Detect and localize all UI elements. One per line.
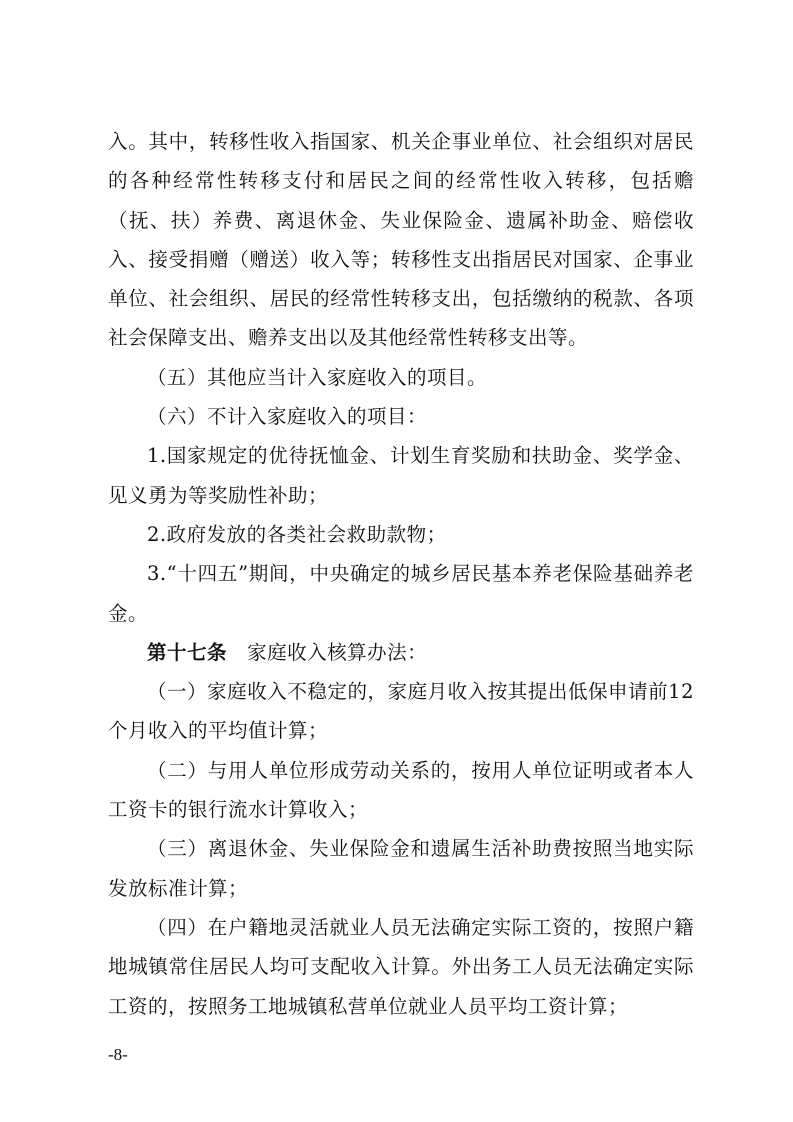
article-item-4: （四）在户籍地灵活就业人员无法确定实际工资的，按照户籍地城镇常住居民人均可支配收入计算。外出务工人员无法确定实际工资的，按照务工地城镇私营单位就业人员平均工资计算； xyxy=(108,915,694,1018)
page-number: -8- xyxy=(108,1045,128,1064)
paragraph-subitem-2: 2.政府发放的各类社会救助款物； xyxy=(147,522,447,546)
article-item-1: （一）家庭收入不稳定的，家庭月收入按其提出低保申请前12个月收入的平均值计算； xyxy=(108,680,694,743)
article-title: 家庭收入核算办法： xyxy=(247,640,428,664)
body-text xyxy=(108,122,694,1026)
article-item-2: （二）与用人单位形成劳动关系的，按用人单位证明或者本人工资卡的银行流水计算收入； xyxy=(108,758,694,822)
article-17-paragraph xyxy=(108,633,694,672)
paragraph-transfer-income: 入。其中，转移性收入指国家、机关企事业单位、社会组织对居民的各种经常性转移支付和居民之间的经常性收入转移，包括赡（抚、扶）养费、离退休金、失业保险金、遗属补助金、赔偿收入、接受捐赠（赠送）收入等；转移性支出指居民对国家、企事业单位、社会组织、居民的经常性转移支出，包括缴纳的税款、各项社会保障支出、赡养支出以及其他经常性转移支出等。 xyxy=(108,130,694,350)
paragraph-subitem-3: 3.“十四五”期间，中央确定的城乡居民基本养老保险基础养老金。 xyxy=(108,562,694,625)
paragraph-subitem-1: 1.国家规定的优待抚恤金、计划生育奖励和扶助金、奖学金、见义勇为等奖励性补助； xyxy=(108,444,694,507)
paragraph-item-5: （五）其他应当计入家庭收入的项目。 xyxy=(147,365,488,389)
paragraph-item-6: （六）不计入家庭收入的项目： xyxy=(147,405,428,429)
article-heading: 第十七条 xyxy=(147,640,228,664)
article-item-3: （三）离退休金、失业保险金和遗属生活补助费按照当地实际发放标准计算； xyxy=(108,837,694,900)
